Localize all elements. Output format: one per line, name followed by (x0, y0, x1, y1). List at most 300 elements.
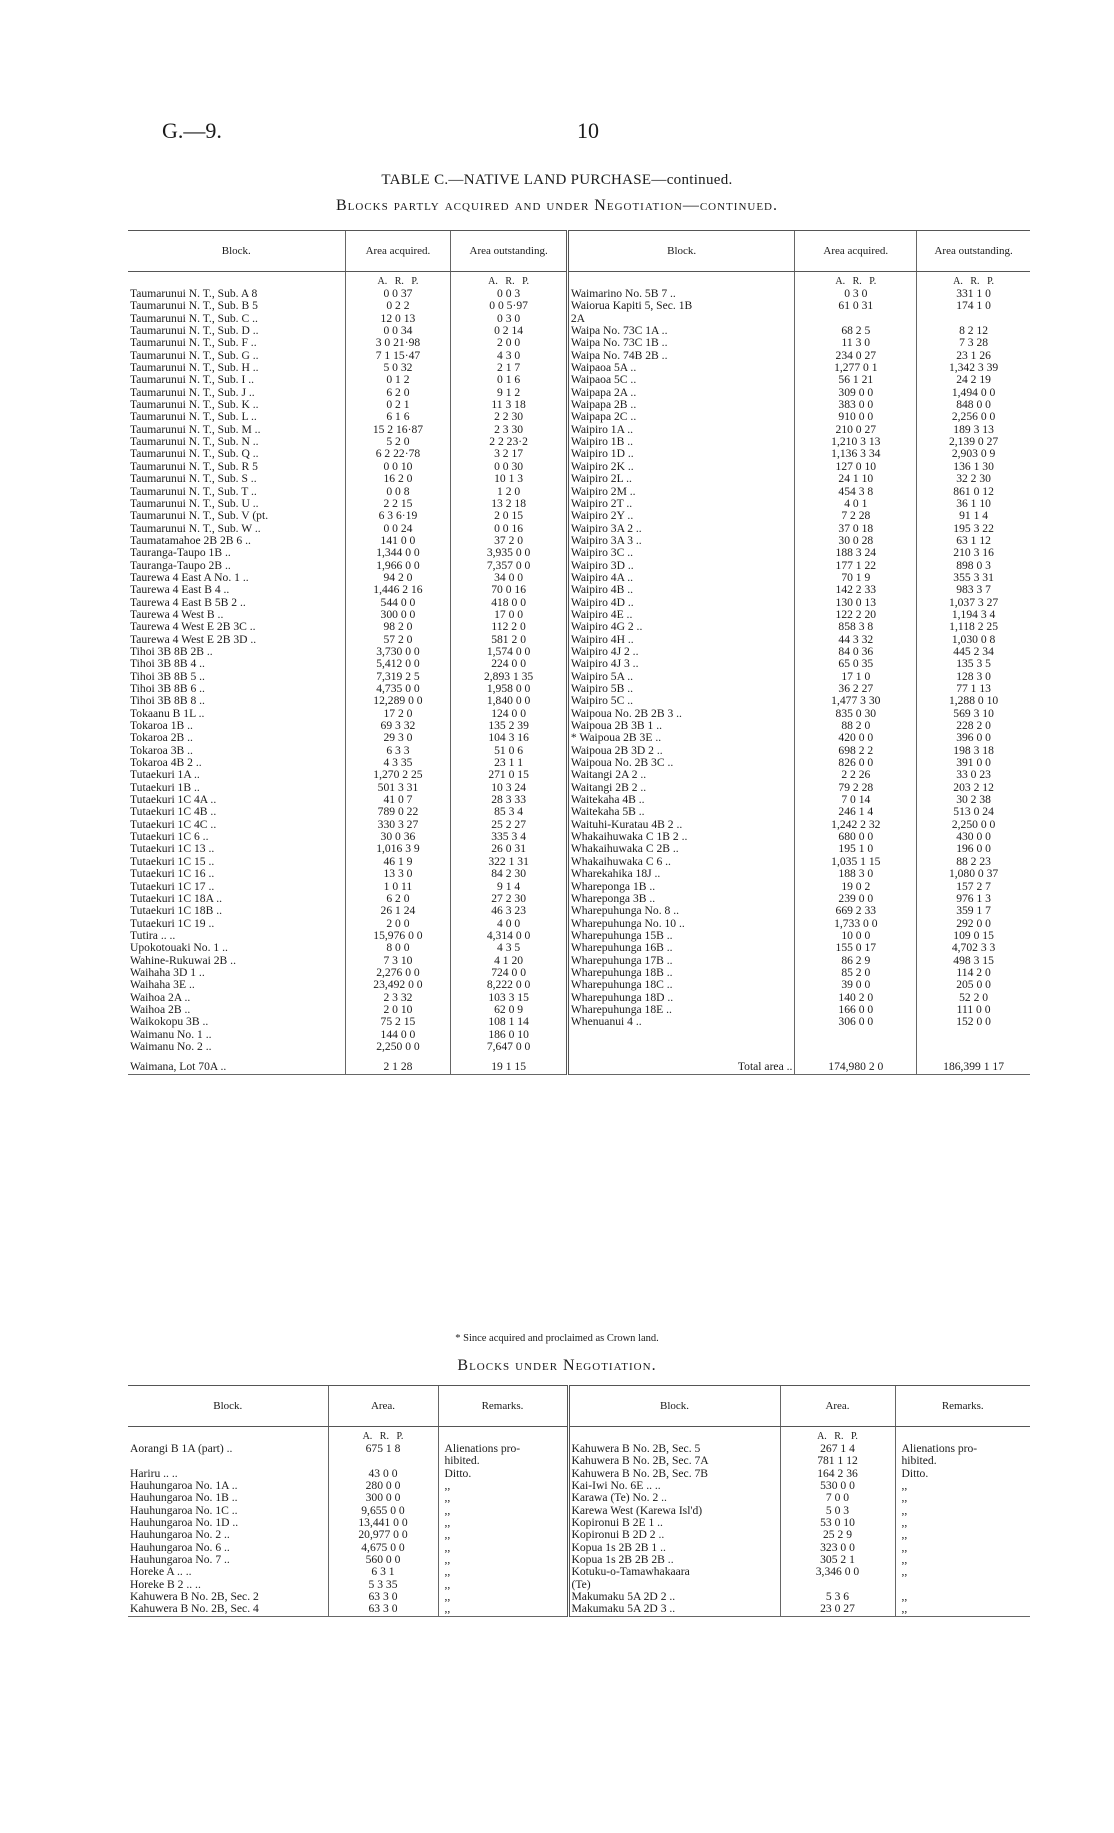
table-row (128, 621, 1030, 633)
block-name: Waipiro 5A .. (567, 671, 795, 683)
block-name: Taumarunui N. T., Sub. F .. (130, 337, 257, 350)
area-outstanding: 513 0 24 (917, 806, 1030, 818)
area-outstanding: 581 2 0 (451, 634, 567, 646)
block-name: Hauhungaroa No. 7 .. (130, 1554, 230, 1567)
area-outstanding: 445 2 34 (917, 646, 1030, 658)
area-outstanding: 111 0 0 (917, 1004, 1030, 1016)
remarks: ,, (895, 1566, 1030, 1578)
area-acquired: 544 0 0 (345, 597, 451, 609)
area (780, 1579, 895, 1591)
table-row (128, 1542, 1030, 1554)
block-name: Taurewa 4 East A No. 1 .. (130, 571, 249, 584)
table-row (128, 967, 1030, 979)
table-row (128, 609, 1030, 621)
area-acquired: 86 2 9 (795, 955, 917, 967)
table-row (128, 794, 1030, 806)
area-acquired: 122 2 20 (795, 609, 917, 621)
table-row (128, 1554, 1030, 1566)
column-header-outstanding: Area outstanding. (451, 231, 567, 272)
area-acquired: 144 0 0 (345, 1029, 451, 1041)
block-name: Waipiro 1D .. (567, 448, 795, 460)
area-outstanding: 9 1 4 (451, 881, 567, 893)
remarks: ,, (895, 1529, 1030, 1541)
table-row (128, 671, 1030, 683)
area-acquired: 330 3 27 (345, 819, 451, 831)
area-outstanding: 8,222 0 0 (451, 979, 567, 991)
block-name: Kopironui B 2D 2 .. (568, 1529, 780, 1541)
block-name: Waipiro 3A 3 .. (567, 535, 795, 547)
area-acquired: 65 0 35 (795, 658, 917, 670)
area-outstanding: 3 2 17 (451, 448, 567, 460)
table-row (128, 436, 1030, 448)
area-outstanding: 724 0 0 (451, 967, 567, 979)
area-outstanding: 36 1 10 (917, 498, 1030, 510)
area: 781 1 12 (780, 1455, 895, 1467)
remarks: ,, (895, 1505, 1030, 1517)
block-name: Tutaekuri 1C 4A .. (130, 794, 217, 807)
area-outstanding: 0 3 0 (451, 313, 567, 325)
column-header-acquired: Area acquired. (345, 231, 451, 272)
table-row (128, 708, 1030, 720)
table-row (128, 843, 1030, 855)
area-acquired: 7 3 10 (345, 955, 451, 967)
area-outstanding: 861 0 12 (917, 486, 1030, 498)
column-header-block: Block. (128, 1386, 328, 1427)
area-acquired: 6 3 3 (345, 745, 451, 757)
remarks: Alienations pro- (895, 1443, 1030, 1455)
area-acquired: 177 1 22 (795, 560, 917, 572)
block-name: Waipaoa 5A .. (567, 362, 795, 374)
block-name: Waipapa 2A .. (567, 387, 795, 399)
area-acquired: 1,446 2 16 (345, 584, 451, 596)
area-outstanding: 1,574 0 0 (451, 646, 567, 658)
area-outstanding: 112 2 0 (451, 621, 567, 633)
area-outstanding: 983 3 7 (917, 584, 1030, 596)
area-outstanding: 1,958 0 0 (451, 683, 567, 695)
area-acquired: 6 3 6·19 (345, 510, 451, 522)
table-row (128, 979, 1030, 991)
block-name: Taurewa 4 West E 2B 3C .. (130, 621, 256, 634)
column-header-block: Block. (128, 231, 345, 272)
block-name: Waipiro 4H .. (567, 634, 795, 646)
block-name: Taumarunui N. T., Sub. T .. (130, 485, 257, 498)
area-outstanding: 203 2 12 (917, 782, 1030, 794)
area-acquired: 26 1 24 (345, 905, 451, 917)
area-acquired: 4 0 1 (795, 498, 917, 510)
area-outstanding: 2,256 0 0 (917, 411, 1030, 423)
area-outstanding: 322 1 31 (451, 856, 567, 868)
block-name: Taumarunui N. T., Sub. I .. (130, 374, 255, 387)
block-name: Waiorua Kapiti 5, Sec. 1B (567, 300, 795, 312)
area-outstanding: 0 0 30 (451, 461, 567, 473)
area-acquired: 2 0 10 (345, 1004, 451, 1016)
block-name: Whakaihuwaka C 6 .. (567, 856, 795, 868)
block-name: Whareponga 3B .. (567, 893, 795, 905)
table-row (128, 992, 1030, 1004)
area-acquired: 12,289 0 0 (345, 695, 451, 707)
area-acquired: 8 0 0 (345, 942, 451, 954)
table-row (128, 720, 1030, 732)
table-row (128, 523, 1030, 535)
table-row (128, 806, 1030, 818)
area-acquired: 7 0 14 (795, 794, 917, 806)
block-name: Taumarunui N. T., Sub. V (pt. (130, 510, 269, 523)
area-outstanding: 13 2 18 (451, 498, 567, 510)
area: 164 2 36 (780, 1468, 895, 1480)
area-acquired: 79 2 28 (795, 782, 917, 794)
block-name: (Te) (568, 1579, 780, 1591)
area-acquired: 15,976 0 0 (345, 930, 451, 942)
area-acquired: 61 0 31 (795, 300, 917, 312)
table-row (128, 362, 1030, 374)
block-name: Wharepuhunga 18C .. (567, 979, 795, 991)
table-row (128, 819, 1030, 831)
block-name: Waipiro 5B .. (567, 683, 795, 695)
area-acquired: 1,270 2 25 (345, 769, 451, 781)
area-acquired: 130 0 13 (795, 597, 917, 609)
block-name: Waitangi 2A 2 .. (567, 769, 795, 781)
block-name: Tauranga-Taupo 1B .. (130, 547, 231, 560)
area-acquired: 155 0 17 (795, 942, 917, 954)
area-outstanding: 1,194 3 4 (917, 609, 1030, 621)
block-name: Tutaekuri 1B .. (130, 781, 200, 794)
block-name: Kai-Iwi No. 6E .. .. (568, 1480, 780, 1492)
area-acquired: 501 3 31 (345, 782, 451, 794)
remarks: Alienations pro- (438, 1443, 568, 1455)
area-outstanding: 152 0 0 (917, 1016, 1030, 1028)
area-outstanding: 1,037 3 27 (917, 597, 1030, 609)
area-outstanding: 3,935 0 0 (451, 547, 567, 559)
block-name: Hauhungaroa No. 6 .. (130, 1541, 230, 1554)
block-name: Taumarunui N. T., Sub. L .. (130, 411, 257, 424)
block-name: Wharepuhunga No. 8 .. (567, 905, 795, 917)
block-name: Kahuwera B No. 2B, Sec. 4 (128, 1603, 328, 1616)
area-acquired: 30 0 36 (345, 831, 451, 843)
table-row (128, 498, 1030, 510)
remarks: ,, (438, 1591, 568, 1603)
table-row (128, 658, 1030, 670)
block-name: Taumarunui N. T., Sub. K .. (130, 399, 259, 412)
block-name: Tutaekuri 1C 4B .. (130, 806, 217, 819)
area-outstanding: 228 2 0 (917, 720, 1030, 732)
area-outstanding: 24 2 19 (917, 374, 1030, 386)
block-name: Waipoua No. 2B 3C .. (567, 757, 795, 769)
area: 280 0 0 (328, 1480, 438, 1492)
table-row (128, 325, 1030, 337)
area-acquired: 234 0 27 (795, 350, 917, 362)
units-row (128, 272, 1030, 289)
table-row (128, 560, 1030, 572)
area-acquired: 6 2 0 (345, 387, 451, 399)
block-name: Waihaha 3D 1 .. (130, 966, 205, 979)
area-outstanding: 2 2 30 (451, 411, 567, 423)
block-name: Tutira .. .. (130, 929, 176, 942)
area-outstanding: 0 0 3 (451, 288, 567, 300)
block-name: Horeke A .. .. (130, 1566, 192, 1579)
area-acquired: 75 2 15 (345, 1016, 451, 1028)
area-outstanding: 198 3 18 (917, 745, 1030, 757)
area: 53 0 10 (780, 1517, 895, 1529)
table-header-row (128, 1386, 1030, 1427)
block-name: Tutaekuri 1C 17 .. (130, 880, 215, 893)
area-outstanding: 2 0 15 (451, 510, 567, 522)
block-name: Horeke B 2 .. .. (130, 1578, 201, 1591)
area-outstanding: 7,647 0 0 (451, 1041, 567, 1053)
area-acquired: 1,477 3 30 (795, 695, 917, 707)
area-outstanding: 46 3 23 (451, 905, 567, 917)
area-outstanding: 157 2 7 (917, 881, 1030, 893)
area-acquired: 0 2 2 (345, 300, 451, 312)
block-name: Waipoua 2B 3D 2 .. (567, 745, 795, 757)
block-name: Tihoi 3B 8B 6 .. (130, 683, 205, 695)
area-acquired: 69 3 32 (345, 720, 451, 732)
block-name: Wharepuhunga No. 10 .. (567, 918, 795, 930)
table-body (128, 288, 1030, 1074)
table-subtitle: Blocks partly acquired and under Negotiation—continued. (336, 197, 778, 214)
area: 267 1 4 (780, 1443, 895, 1455)
area-outstanding: 88 2 23 (917, 856, 1030, 868)
area-outstanding: 0 0 16 (451, 523, 567, 535)
block-name: Tutaekuri 1C 19 .. (130, 917, 215, 930)
area-acquired: 454 3 8 (795, 486, 917, 498)
area-outstanding: 195 3 22 (917, 523, 1030, 535)
area-acquired: 17 1 0 (795, 671, 917, 683)
table-row (128, 1029, 1030, 1041)
table-row (128, 399, 1030, 411)
area-outstanding: 51 0 6 (451, 745, 567, 757)
table-row (128, 510, 1030, 522)
table-row (128, 683, 1030, 695)
area-outstanding: 135 2 39 (451, 720, 567, 732)
area: 3,346 0 0 (780, 1566, 895, 1578)
table-row (128, 1492, 1030, 1504)
area-acquired: 29 3 0 (345, 732, 451, 744)
table-row (128, 1517, 1030, 1529)
area-outstanding: 7,357 0 0 (451, 560, 567, 572)
block-name: Hauhungaroa No. 2 .. (130, 1529, 230, 1542)
area-outstanding: 85 3 4 (451, 806, 567, 818)
area-outstanding: 331 1 0 (917, 288, 1030, 300)
area-acquired: 2 1 28 (345, 1053, 451, 1074)
block-name: Taumarunui N. T., Sub. C .. (130, 312, 258, 325)
block-name: Hauhungaroa No. 1B .. (130, 1492, 238, 1505)
table-row (128, 1505, 1030, 1517)
area-outstanding: 77 1 13 (917, 683, 1030, 695)
area-outstanding: 0 1 6 (451, 374, 567, 386)
block-name: Waipiro 3C .. (567, 547, 795, 559)
block-name: Tihoi 3B 8B 4 .. (130, 658, 205, 671)
block-name: Waihaha 3E .. (130, 979, 195, 992)
area-outstanding: 2 1 7 (451, 362, 567, 374)
block-name: Taurewa 4 East B 4 .. (130, 584, 230, 597)
block-name: Kahuwera B No. 2B, Sec. 7A (568, 1455, 780, 1467)
area-acquired: 835 0 30 (795, 708, 917, 720)
area-acquired: 0 0 37 (345, 288, 451, 300)
area-acquired: 6 1 6 (345, 411, 451, 423)
area-acquired: 15 2 16·87 (345, 424, 451, 436)
area-acquired: 1,966 0 0 (345, 560, 451, 572)
area-acquired: 44 3 32 (795, 634, 917, 646)
table-header-row (128, 231, 1030, 272)
block-name: Waitangi 2B 2 .. (567, 782, 795, 794)
area-acquired: 1,136 3 34 (795, 448, 917, 460)
block-name: Wharepuhunga 16B .. (567, 942, 795, 954)
units-label: A. R. P. (795, 272, 917, 289)
area-acquired: 7,319 2 5 (345, 671, 451, 683)
area-acquired: 12 0 13 (345, 313, 451, 325)
block-name (567, 1041, 795, 1053)
area-acquired: 0 2 1 (345, 399, 451, 411)
area-acquired: 4 3 35 (345, 757, 451, 769)
table-row (128, 350, 1030, 362)
table-row (128, 337, 1030, 349)
area-acquired: 17 2 0 (345, 708, 451, 720)
area-acquired: 246 1 4 (795, 806, 917, 818)
table-row (128, 1041, 1030, 1053)
remarks: ,, (895, 1603, 1030, 1616)
area: 675 1 8 (328, 1443, 438, 1455)
column-header-remarks: Remarks. (438, 1386, 568, 1427)
block-name: Waitekaha 4B .. (567, 794, 795, 806)
area-acquired: 2,276 0 0 (345, 967, 451, 979)
area-acquired: 7 1 15·47 (345, 350, 451, 362)
area-outstanding (917, 313, 1030, 325)
area-acquired: 0 3 0 (795, 288, 917, 300)
area-acquired: 1,242 2 32 (795, 819, 917, 831)
area: 6 3 1 (328, 1566, 438, 1578)
block-name: Tauranga-Taupo 2B .. (130, 559, 231, 572)
area-outstanding: 34 0 0 (451, 572, 567, 584)
area-outstanding: 4 3 0 (451, 350, 567, 362)
area-outstanding: 4,702 3 3 (917, 942, 1030, 954)
area-acquired: 1,277 0 1 (795, 362, 917, 374)
block-name: Tokaroa 2B .. (130, 732, 193, 745)
area-acquired: 98 2 0 (345, 621, 451, 633)
block-name: Tutaekuri 1C 16 .. (130, 868, 215, 881)
block-name: Waipoua 2B 3B 1 .. (567, 720, 795, 732)
area: 560 0 0 (328, 1554, 438, 1566)
area-acquired: 0 0 10 (345, 461, 451, 473)
area-outstanding: 355 3 31 (917, 572, 1030, 584)
block-name: Taumarunui N. T., Sub. Q .. (130, 448, 259, 461)
area-acquired: 306 0 0 (795, 1016, 917, 1028)
remarks: ,, (438, 1554, 568, 1566)
table-row (128, 473, 1030, 485)
area: 9,655 0 0 (328, 1505, 438, 1517)
table-row (128, 1529, 1030, 1541)
area-outstanding: 84 2 30 (451, 868, 567, 880)
area-acquired: 2 0 0 (345, 918, 451, 930)
block-name: Tutaekuri 1C 6 .. (130, 831, 209, 844)
block-name: Kopua 1s 2B 2B 1 .. (568, 1542, 780, 1554)
block-name: Waipiro 2M .. (567, 486, 795, 498)
area-outstanding: 430 0 0 (917, 831, 1030, 843)
area: 305 2 1 (780, 1554, 895, 1566)
area-outstanding: 23 1 1 (451, 757, 567, 769)
area-outstanding: 19 1 15 (451, 1053, 567, 1074)
area-acquired: 57 2 0 (345, 634, 451, 646)
area-outstanding: 186 0 10 (451, 1029, 567, 1041)
block-name (567, 1029, 795, 1041)
block-name: Waipaoa 5C .. (567, 374, 795, 386)
area: 63 3 0 (328, 1603, 438, 1616)
table-row (128, 1468, 1030, 1480)
table-row (128, 881, 1030, 893)
area-outstanding: 210 3 16 (917, 547, 1030, 559)
block-name: Taurewa 4 West B .. (130, 608, 224, 621)
table-row (128, 1566, 1030, 1578)
area-acquired: 127 0 10 (795, 461, 917, 473)
remarks: Ditto. (895, 1468, 1030, 1480)
block-name: Waimanu No. 1 .. (130, 1028, 212, 1041)
area-outstanding: 62 0 9 (451, 1004, 567, 1016)
area-outstanding: 0 0 5·97 (451, 300, 567, 312)
area-acquired (795, 313, 917, 325)
block-name: Waipiro 2Y .. (567, 510, 795, 522)
area-outstanding: 4,314 0 0 (451, 930, 567, 942)
area: 300 0 0 (328, 1492, 438, 1504)
block-name: Kotuku-o-Tamawhakaara (568, 1566, 780, 1578)
table-row (128, 584, 1030, 596)
area-acquired: 188 3 0 (795, 868, 917, 880)
block-name: Karewa West (Karewa Isl'd) (568, 1505, 780, 1517)
area: 25 2 9 (780, 1529, 895, 1541)
area-acquired: 56 1 21 (795, 374, 917, 386)
table-row (128, 448, 1030, 460)
block-name: Taumarunui N. T., Sub. D .. (130, 325, 259, 338)
units-label: A. R. P. (780, 1427, 895, 1444)
block-name: Waipiro 1B .. (567, 436, 795, 448)
block-name: Waipiro 2K .. (567, 461, 795, 473)
block-name: Wharepuhunga 17B .. (567, 955, 795, 967)
block-name: Taumarunui N. T., Sub. G .. (130, 349, 259, 362)
block-name: Wharepuhunga 18E .. (567, 1004, 795, 1016)
table-row (128, 1455, 1030, 1467)
area: 7 0 0 (780, 1492, 895, 1504)
block-name: Tokaroa 4B 2 .. (130, 757, 202, 770)
area-acquired: 2 2 26 (795, 769, 917, 781)
area-acquired: 70 1 9 (795, 572, 917, 584)
area-acquired: 84 0 36 (795, 646, 917, 658)
block-name: Waipiro 4G 2 .. (567, 621, 795, 633)
area-outstanding: 498 3 15 (917, 955, 1030, 967)
block-name: Taumarunui N. T., Sub. S .. (130, 473, 257, 486)
area-acquired: 420 0 0 (795, 732, 917, 744)
table-row (128, 1016, 1030, 1028)
total-acquired: 174,980 2 0 (795, 1053, 917, 1074)
block-name: Tutaekuri 1A .. (130, 769, 200, 782)
area-acquired: 41 0 7 (345, 794, 451, 806)
table-row (128, 374, 1030, 386)
area-acquired: 19 0 2 (795, 881, 917, 893)
block-name: Taurewa 4 West E 2B 3D .. (130, 633, 257, 646)
area-outstanding: 189 3 13 (917, 424, 1030, 436)
area-acquired: 789 0 22 (345, 806, 451, 818)
block-name: Waipiro 4J 3 .. (567, 658, 795, 670)
remarks: ,, (895, 1492, 1030, 1504)
area-outstanding: 396 0 0 (917, 732, 1030, 744)
area: 4,675 0 0 (328, 1542, 438, 1554)
area-outstanding: 0 2 14 (451, 325, 567, 337)
remarks: ,, (438, 1566, 568, 1578)
table-row (128, 955, 1030, 967)
area-outstanding: 196 0 0 (917, 843, 1030, 855)
area: 63 3 0 (328, 1591, 438, 1603)
area-outstanding: 33 0 23 (917, 769, 1030, 781)
area-outstanding: 23 1 26 (917, 350, 1030, 362)
area-acquired: 88 2 0 (795, 720, 917, 732)
table-row (128, 856, 1030, 868)
